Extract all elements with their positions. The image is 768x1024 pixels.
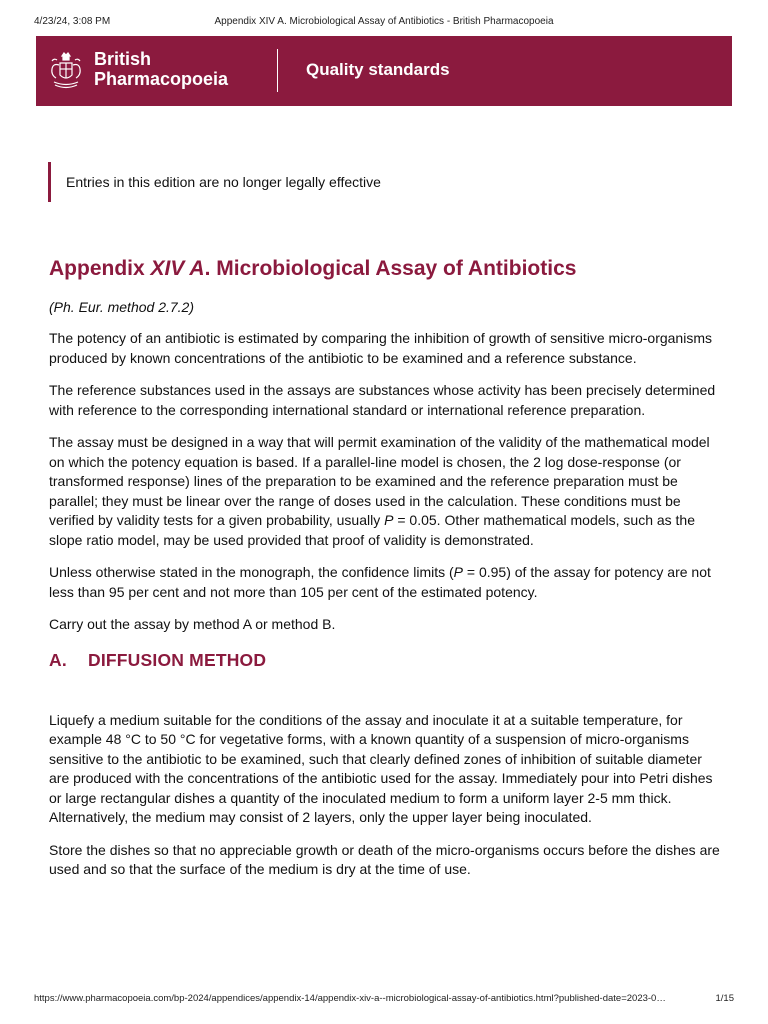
paragraph-validity-part-2: = 0.05. Other mathematical models, such as the slope ratio model, may be used provided that proof of validity is demonstrated. <box>49 512 696 548</box>
print-header <box>34 16 734 30</box>
print-datetime: 4/23/24, 3:08 PM <box>34 16 111 27</box>
print-page-title: Appendix XIV A. Microbiological Assay of Antibiotics - British Pharmacopoeia <box>214 16 554 27</box>
title-prefix: Appendix <box>49 257 151 280</box>
royal-coat-of-arms-icon[interactable] <box>48 51 84 91</box>
print-url: https://www.pharmacopoeia.com/bp-2024/appendices/appendix-14/appendix-xiv-a--microbiological-assay-of-antibiotics.html?published-date=2023-0… <box>34 993 666 1004</box>
paragraph-storage: Store the dishes so that no appreciable growth or death of the micro-organisms occurs before the dishes are used and so that the surface of the medium is dry at the time of use. <box>49 841 720 877</box>
probability-variable: P <box>453 564 463 580</box>
section-title: DIFFUSION METHOD <box>88 649 267 670</box>
paragraph-validity <box>49 433 721 550</box>
page-title <box>49 255 721 283</box>
brand-line-2: Pharmacopoeia <box>94 69 229 89</box>
print-footer <box>34 993 734 1007</box>
paragraph-medium: Liquefy a medium suitable for the conditions of the assay and inoculate it at a suitable temperature, for example 48 °C to 50 °C for vegetative forms, with a known quantity of a suspension of micro-organisms sensitive to the antibiotic to be examined, such that clearly defined zones of inhibition of suitable diameter are produced with the concentrations of the antibiotic used for the assay. Immediately pour into Petri dishes or large rectangular dishes a quantity of the inoculated medium to form a uniform layer 2-5 mm thick. Alternatively, the medium may consist of 2 layers, only the upper layer being inoculated. <box>49 711 713 825</box>
paragraph-confidence-part-1: Unless otherwise stated in the monograph, the confidence limits ( <box>49 564 454 580</box>
brand-logo-text[interactable] <box>94 49 228 89</box>
page-number: 1/15 <box>715 993 734 1004</box>
tagline: Quality standards <box>306 60 450 79</box>
title-rest: . Microbiological Assay of Antibiotics <box>204 257 577 280</box>
probability-variable: P <box>384 512 394 528</box>
legal-notice-text: Entries in this edition are no longer legally effective <box>66 174 381 190</box>
legal-notice <box>48 162 381 202</box>
title-roman: XIV A <box>150 257 205 280</box>
paragraph-potency: The potency of an antibiotic is estimated by comparing the inhibition of growth of sensitive micro-organisms produced by known concentrations of the antibiotic to be examined and a reference substance. <box>49 330 712 366</box>
article-body <box>49 255 721 893</box>
paragraph-confidence-limits <box>49 563 721 602</box>
method-reference: (Ph. Eur. method 2.7.2) <box>49 299 194 315</box>
brand-divider <box>277 49 278 92</box>
paragraph-confidence-part-2: = 0.95) of the assay for potency are not less than 95 per cent and not more than 105 per cent of the estimated potency. <box>49 564 711 600</box>
paragraph-validity-part-1: The assay must be designed in a way that will permit examination of the validity of the mathematical model on which the potency equation is based. If a parallel-line model is chosen, the 2 log dose-response (or transformed response) lines of the preparation to be examined and the reference preparation must be parallel; they must be linear over the range of doses used in the calculation. These conditions must be verified by validity tests for a given probability, usually <box>49 434 710 528</box>
section-heading-diffusion <box>49 650 721 671</box>
brand-line-1: British <box>94 49 152 69</box>
paragraph-reference-substances: The reference substances used in the assays are substances whose activity has been precisely determined with reference to the corresponding international standard or international reference preparation. <box>49 382 716 418</box>
section-number: A. <box>49 649 67 670</box>
paragraph-method-choice: Carry out the assay by method A or method B. <box>49 616 336 632</box>
site-banner <box>36 36 732 106</box>
